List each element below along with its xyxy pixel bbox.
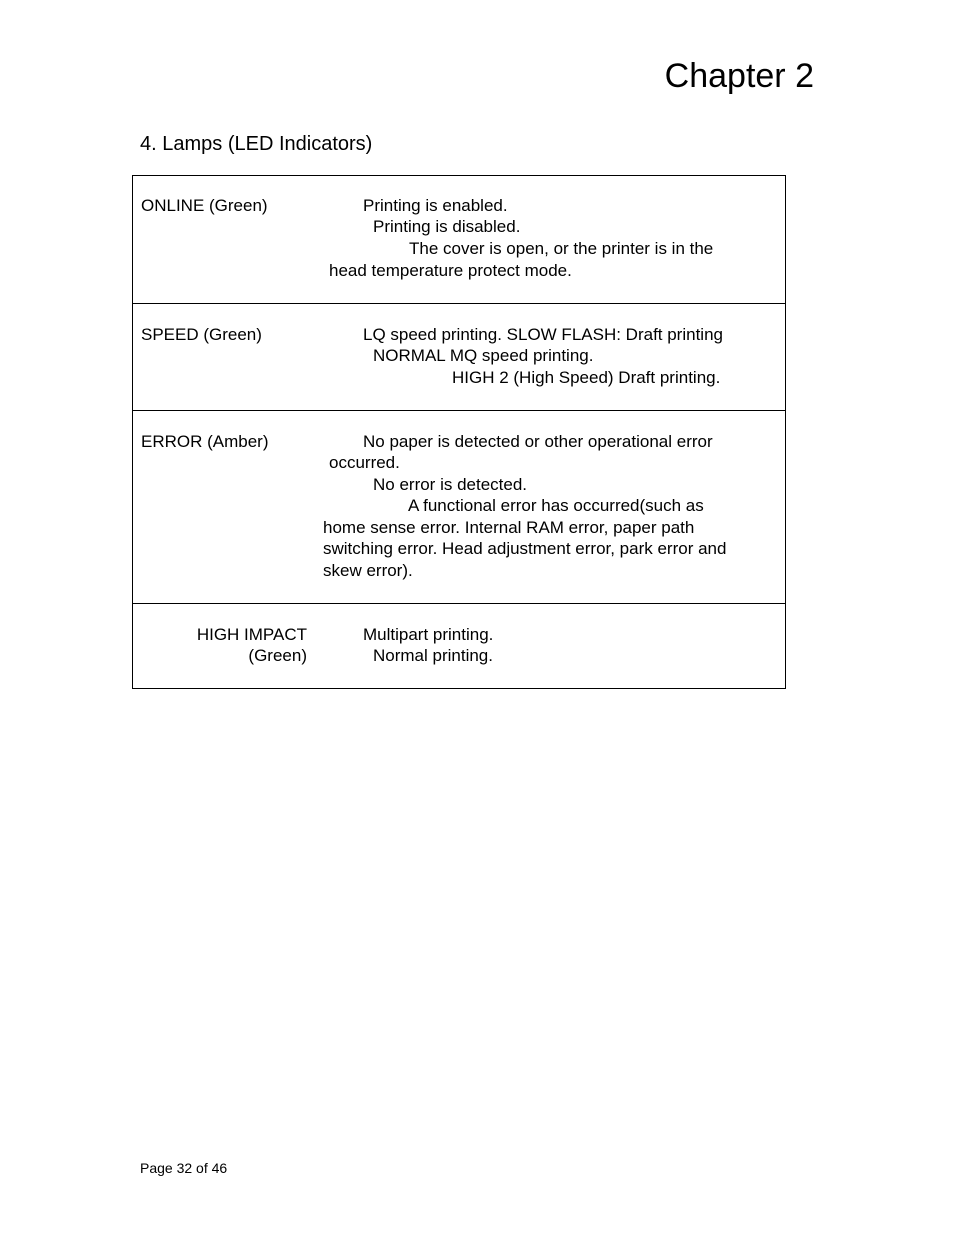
- lamp-description-line: HIGH 2 (High Speed) Draft printing.: [452, 368, 721, 387]
- lamp-description-line: Normal printing.: [373, 646, 493, 665]
- lamp-description-line: NORMAL MQ speed printing.: [373, 346, 594, 365]
- lamp-description-line: Multipart printing.: [363, 625, 494, 644]
- lamp-description-line: skew error).: [323, 561, 413, 580]
- lamp-description-line: occurred.: [329, 453, 400, 472]
- lamp-description-line: Printing is disabled.: [373, 217, 521, 236]
- lamp-name: ONLINE (Green): [141, 196, 268, 215]
- lamp-name: (Green): [248, 646, 307, 665]
- lamp-name: HIGH IMPACT: [196, 625, 307, 644]
- lamp-description-line: home sense error. Internal RAM error, paper path: [323, 518, 695, 537]
- lamp-row-error: [133, 410, 785, 603]
- lamp-description-line: switching error. Head adjustment error, park error and: [323, 539, 727, 558]
- page-number: Page 32 of 46: [140, 1160, 228, 1176]
- lamp-name: SPEED (Green): [141, 325, 262, 344]
- lamp-description-line: No paper is detected or other operational error: [363, 432, 713, 451]
- lamp-row-online: [133, 176, 785, 303]
- lamp-description-line: head temperature protect mode.: [329, 261, 572, 280]
- lamp-description-line: Printing is enabled.: [363, 196, 508, 215]
- lamp-description-line: The cover is open, or the printer is in the: [409, 239, 714, 258]
- lamp-row-high-impact: [133, 603, 785, 688]
- lamp-row-speed: [133, 303, 785, 410]
- lamp-name: ERROR (Amber): [141, 432, 269, 451]
- lamp-description-line: LQ speed printing. SLOW FLASH: Draft printing: [363, 325, 723, 344]
- lamp-description-line: No error is detected.: [373, 475, 528, 494]
- lamp-description-line: A functional error has occurred(such as: [408, 496, 704, 515]
- chapter-heading: Chapter 2: [664, 57, 814, 95]
- lamp-table: [132, 175, 786, 689]
- section-title: 4. Lamps (LED Indicators): [140, 133, 373, 155]
